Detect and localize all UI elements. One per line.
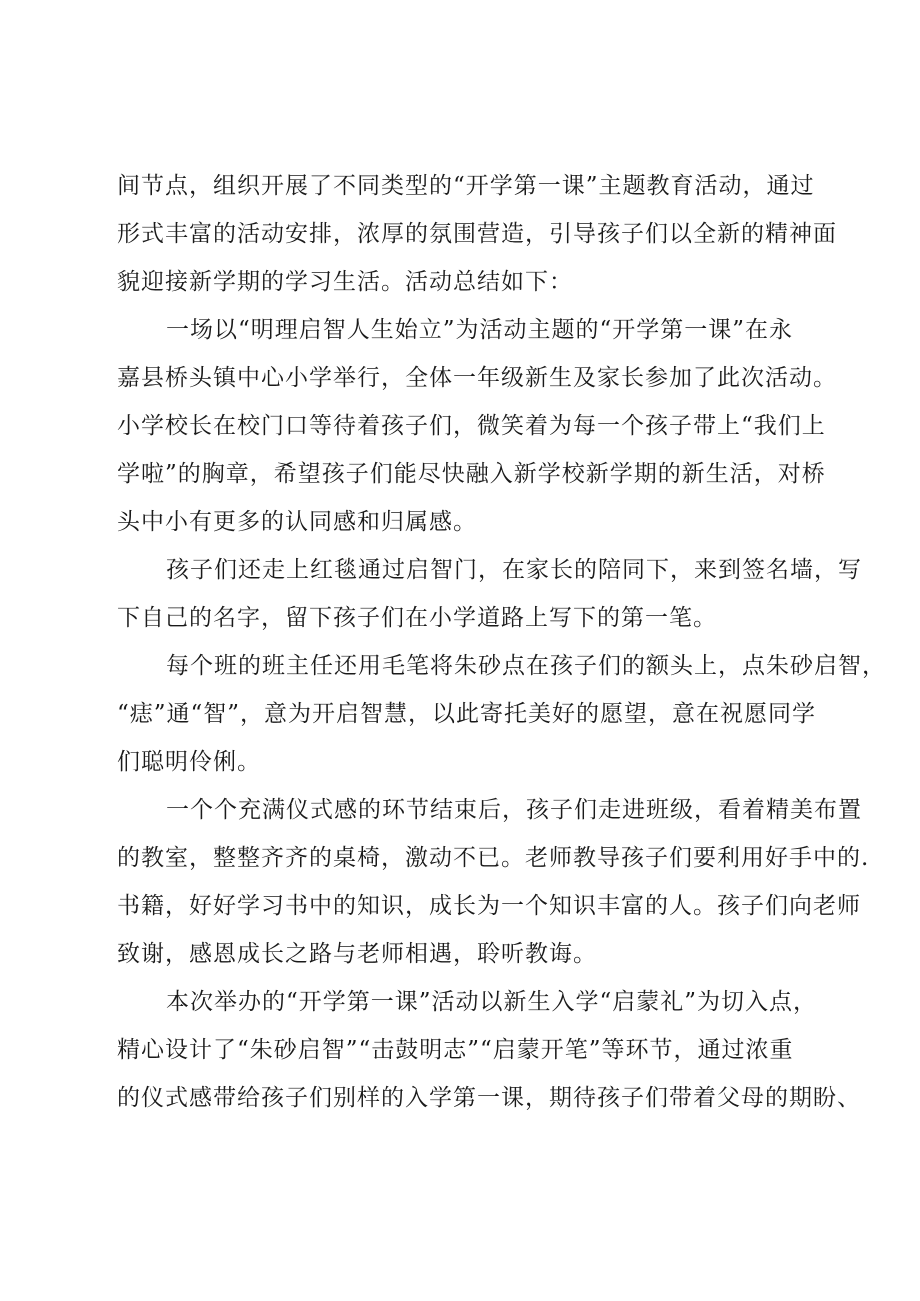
text-line: 貌迎接新学期的学习生活。活动总结如下：	[117, 269, 573, 295]
text-line: 书籍，好好学习书中的知识，成长为一个知识丰富的人。孩子们向老师	[117, 893, 861, 919]
text-line: 下自己的名字，留下孩子们在小学道路上写下的第一笔。	[117, 605, 717, 631]
paragraph-3	[117, 546, 862, 642]
document-body	[117, 162, 886, 1122]
text-line: 孩子们还走上红毯通过启智门，在家长的陪同下，来到签名墙，写	[166, 557, 862, 583]
paragraph-6	[117, 978, 861, 1122]
text-line: 每个班的班主任还用毛笔将朱砂点在孩子们的额头上，点朱砂启智，	[166, 653, 886, 679]
paragraph-5	[117, 786, 870, 978]
text-line: 的仪式感带给孩子们别样的入学第一课，期待孩子们带着父母的期盼、	[117, 1085, 861, 1111]
text-line: 本次举办的“开学第一课”活动以新生入学“启蒙礼”为切入点，	[166, 989, 818, 1015]
text-line: 间节点，组织开展了不同类型的“开学第一课”主题教育活动，通过	[117, 173, 815, 199]
text-line: 一场以“明理启智人生始立”为活动主题的“开学第一课”在永	[166, 317, 794, 343]
text-line: 精心设计了“朱砂启智”“击鼓明志”“启蒙开笔”等环节，通过浓重	[117, 1037, 794, 1063]
text-line: 形式丰富的活动安排，浓厚的氛围营造，引导孩子们以全新的精神面	[117, 221, 837, 247]
paragraph-1	[117, 162, 857, 306]
text-line: 头中小有更多的认同感和归属感。	[117, 509, 477, 535]
text-line: “痣”通“智”，意为开启智慧，以此寄托美好的愿望，意在祝愿同学	[117, 701, 817, 727]
text-line: 们聪明伶俐。	[117, 749, 261, 775]
text-line: 一个个充满仪式感的环节结束后，孩子们走进班级，看着精美布置	[166, 797, 862, 823]
paragraph-4	[117, 642, 886, 786]
paragraph-2	[117, 306, 857, 546]
text-line: 致谢，感恩成长之路与老师相遇，聆听教诲。	[117, 941, 597, 967]
text-line: 学啦”的胸章，希望孩子们能尽快融入新学校新学期的新生活，对桥	[117, 461, 826, 487]
text-line: 的教室，整整齐齐的桌椅，激动不已。老师教导孩子们要利用好手中的.	[117, 845, 870, 871]
text-line: 小学校长在校门口等待着孩子们，微笑着为每一个孩子带上“我们上	[117, 413, 826, 439]
text-line: 嘉县桥头镇中心小学举行，全体一年级新生及家长参加了此次活动。	[117, 365, 837, 391]
